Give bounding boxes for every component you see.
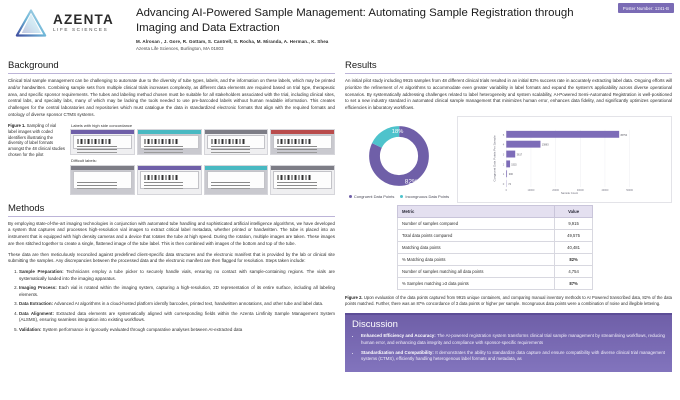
discussion-section [345, 313, 672, 371]
step-lead: Data Extraction: [19, 301, 54, 307]
legend-item-congruent [349, 194, 394, 199]
y-tick-2: 2 [502, 163, 505, 167]
results-heading: Results [345, 60, 672, 74]
discussion-item-text: The AI-powered registration system transforms clinical trial sample management by streamlining workflows, reducing human error, and enhancing data integrity and compliance with sponsor-specific requirements [361, 333, 666, 346]
table-row [398, 265, 593, 277]
barcode-icon [144, 175, 178, 180]
title-block [136, 6, 590, 51]
figure-1-row2-label: Difficult labels: [71, 158, 97, 164]
figure-2-caption-text: Upon evaluation of the data points captured from 9915 unique containers, and comparing manual inventory methods to AI Powered transcribed data, 82% of the data points matched. Further, there was an 87% concordance of 3 data points or higher per sample. Incongruous data points were a combination of noise and illegible lettering. [345, 294, 673, 307]
x-tick-4: 40000 [601, 188, 609, 192]
cell-metric: Total data points compared [398, 229, 555, 241]
table-row [398, 241, 593, 253]
figure-1 [8, 123, 335, 198]
bar-2 [506, 160, 510, 167]
bar-chart [457, 116, 672, 203]
y-tick-5: 5 [502, 133, 505, 137]
poster-number-badge: Poster Number: 1241-B [618, 3, 674, 13]
cell-metric: Number of samples compared [398, 217, 555, 229]
cell-value: 87% [555, 277, 593, 289]
bar-label-5: 45754 [620, 133, 628, 137]
logo-tagline: LIFE SCIENCES [53, 26, 109, 32]
figure-1-images [70, 123, 335, 198]
tube-cap-icon [71, 166, 134, 170]
page-title: Advancing AI-Powered Sample Management: Automating Sample Registration through Imaging and Data Extraction [136, 7, 574, 34]
bar-chart-bars [506, 131, 619, 187]
label-text-lines [211, 182, 251, 183]
bar-chart-svg [461, 120, 668, 194]
x-tick-3: 30000 [576, 188, 584, 192]
bar-4 [506, 141, 540, 148]
donut-chart-svg [363, 120, 435, 192]
bar-label-1: 300 [508, 173, 513, 177]
x-tick-2: 20000 [552, 188, 560, 192]
table-row [398, 277, 593, 289]
metrics-table [397, 205, 593, 290]
table-header-row [398, 205, 593, 217]
discussion-list [352, 333, 665, 362]
tube-cap-icon [138, 130, 201, 134]
step-lead: Imaging Process: [19, 285, 57, 291]
label-text-lines [77, 146, 117, 147]
col-header-metric: Metric [398, 205, 555, 217]
author-list: M. Alrosan , J. Gore, R. Gottam, S. Cantrell, S. Rocha, M. Miranda, A. Herman., K. Shea [136, 39, 329, 45]
background-heading: Background [8, 60, 335, 74]
label-text-lines [211, 146, 251, 147]
azenta-logo [14, 8, 114, 38]
cell-value: 40,481 [555, 241, 593, 253]
legend-label: Incongruous Data Points [405, 193, 450, 199]
label-text-lines [77, 182, 117, 183]
results-paragraph: An initial pilot study including 9915 samples from 48 different clinical trials resulted in an initial 82% success rate in accurately extracting label data. Ongoing efforts will prioritize the refinement of AI algorithms to accommodate even greater variability in label formats and expand the system's applicability across diverse operational scenarios. By systematically addressing challenges related to label heterogeneity and system scalability, AI-Powered Semi-Automated Registration is well-positioned to set a new industry standard in automated clinical sample management that minimizes human error, enhances data fidelity, and significantly optimizes operational efficiencies in laboratory workflows. [345, 78, 672, 111]
label-text-lines [277, 182, 317, 183]
step-text: System performance is rigorously evaluated through comparative analyses between AI-extracted data [41, 326, 243, 332]
y-tick-4: 4 [502, 143, 505, 147]
methods-steps-list [8, 269, 335, 333]
step-lead: Validation: [19, 326, 42, 332]
figure-2-caption-label: Figure 2. [345, 294, 363, 300]
cell-value: 82% [555, 253, 593, 265]
donut-label-incongruous: 18% [391, 128, 404, 135]
y-tick-1: 1 [502, 173, 505, 177]
cell-metric: Matching data points [398, 241, 555, 253]
discussion-item-lead: Enhanced Efficiency and Accuracy: [361, 333, 436, 339]
tube-image [270, 129, 335, 155]
step-text: Extracted data elements are systematically aligned with corresponding fields within the Azenta Limfinity Sample Management System (ALSMS), ensuring seamless integration into existing workflows. [19, 310, 336, 323]
bar-label-0: 74 [508, 182, 511, 186]
figure-1-row1-label: Labels with high side concordance [71, 122, 133, 128]
barcode-icon [277, 175, 311, 180]
affiliation: Azenta Life Sciences, Burlington, MA 01803 [136, 46, 224, 52]
tube-cap-icon [271, 130, 334, 134]
barcode-icon [211, 139, 245, 144]
cell-value: 49,575 [555, 229, 593, 241]
list-item [19, 301, 335, 308]
barcode-icon [277, 139, 311, 144]
tube-label-area [207, 135, 266, 149]
discussion-item-text: It demonstrates the ability to standardize data capture and ensure compatibility with diverse clinical trial management systems (CTMS), efficiently handling heterogenous label formats and metadata, as [361, 349, 666, 362]
tube-label-area [140, 135, 199, 149]
bar-1 [506, 170, 507, 177]
label-text-lines [144, 182, 184, 183]
x-tick-5: 50000 [626, 188, 634, 192]
left-column [8, 56, 335, 372]
tube-image [70, 129, 135, 155]
tube-label-area [207, 171, 266, 189]
methods-paragraph-1: By employing state-of-the-art imaging technologies in conjunction with automated tube handling and sophisticated artificial intelligence algorithms, we have developed a system that captures and processes high-resolution vial images to extract critical label metadata, whether printed or handwritten. The tube is placed into an instrument that is equipped with high density cameras and a device that rotates the tube at high speed. During the rotation, multiple images are taken. These images are then stitched together to create a single, flattened image of the tube label. This is then combined with images of the bottom and top of the tube. [8, 220, 335, 246]
tube-cap-icon [205, 166, 268, 170]
results-figures [345, 116, 672, 203]
legend-swatch-icon [349, 195, 352, 198]
bar-chart-xlabel: Sample Count [560, 191, 579, 194]
x-tick-0: 0 [505, 188, 507, 192]
tube-image [270, 165, 335, 195]
poster-columns [0, 56, 680, 372]
azenta-wordmark [53, 13, 114, 32]
donut-label-congruent: 82% [404, 178, 418, 186]
tube-image-row-2 [70, 165, 335, 195]
donut-legend [345, 194, 453, 199]
y-tick-0: 0 [502, 182, 505, 186]
tube-cap-icon [205, 130, 268, 134]
tube-label-area [73, 135, 132, 149]
cell-metric: % Matching data points [398, 253, 555, 265]
barcode-icon [77, 139, 111, 144]
methods-paragraph-2: These data are then meticulously reconciled against predefined client-specific data structures and the electronic manifest that is provided by the lab or clinical site submitting the samples. Any discrepancies between the processed data and the electronic manifest are then flagged for resolution. Steps taken include: [8, 251, 335, 264]
label-text-lines [144, 146, 184, 147]
tube-label-area [273, 135, 332, 149]
tube-cap-icon [138, 166, 201, 170]
label-text-lines [277, 146, 317, 147]
y-tick-3: 3 [502, 153, 505, 157]
bar-label-4: 13863 [541, 143, 549, 147]
metrics-table-container [345, 205, 672, 290]
right-column [345, 56, 672, 372]
poster-header [0, 0, 680, 56]
step-text: Advanced AI algorithms in a cloud-hosted platform identify barcodes, printed text, handwritten annotations, and other tube and label data. [53, 301, 324, 307]
figure-1-caption [8, 123, 66, 198]
bar-5 [506, 131, 619, 138]
tube-cap-icon [71, 130, 134, 134]
figure-1-caption-text: Sampling of vial label images with coded identifiers illustrating the diversity of label formats amongst the 48 clinical studies chosen for the pilot [8, 122, 66, 158]
list-item [19, 285, 335, 299]
table-row [398, 217, 593, 229]
legend-item-incongruous [400, 194, 449, 199]
tube-label-area [140, 171, 199, 189]
background-paragraph: Clinical trial sample management can be challenging to automate due to the diversity of tube types, labels, and the information on these labels, which may be printed and/or handwritten. Combining sample sets from multiple clinical trials increases complexity, as different data elements are required based on trial type, therapeutic area, and specific sponsor requirements. The tubes and labeling method chosen must be suitable for all stakeholders associated with the trial, including clinical sites, central labs, and specialty labs, many of which may be lacking the tools needed to use pre-barcoded labels without human readable information. This creates challenges for the central laboratories and repositories which must catalogue the data in standardized electronic formats that align with the required formats and ontology of diverse sponsor CTMS systems. [8, 78, 335, 117]
step-text: Each vial is rotated within the imaging system, capturing a high-resolution, 2D representation of its entire surface, including all labeling elements. [19, 285, 335, 297]
table-row [398, 229, 593, 241]
cell-metric: % Samples matching ≥3 data points [398, 277, 555, 289]
discussion-item-lead: Standardization and Compatibility: [361, 349, 434, 355]
cell-value: 4,754 [555, 265, 593, 277]
bar-label-2: 1515 [511, 163, 517, 167]
col-header-value: Value [555, 205, 593, 217]
bar-chart-gridlines [506, 130, 629, 187]
figure-2-caption [345, 295, 672, 308]
bar-3 [506, 150, 515, 157]
figure-1-caption-label: Figure 1. [8, 122, 26, 128]
tube-label-area [73, 171, 132, 189]
tube-image [204, 165, 269, 195]
tube-label-area [273, 171, 332, 189]
table-row [398, 253, 593, 265]
step-lead: Data Alignment: [19, 310, 54, 316]
x-tick-1: 10000 [527, 188, 535, 192]
list-item [19, 327, 335, 334]
logo-name: AZENTA [53, 12, 114, 28]
tube-image [137, 165, 202, 195]
list-item [361, 350, 665, 363]
list-item [19, 269, 335, 283]
cell-value: 9,915 [555, 217, 593, 229]
discussion-heading: Discussion [352, 319, 398, 331]
methods-heading: Methods [8, 203, 335, 217]
tube-image [70, 165, 135, 195]
azenta-triangle-logo-icon [14, 8, 48, 38]
step-text: Technicians employ a tube picker to securely handle vials, ensuring no contact with sample-containing regions. The vials are systematically loaded into the imaging apparatus. [19, 269, 335, 281]
donut-chart [345, 116, 453, 199]
legend-swatch-icon [400, 195, 403, 198]
tube-image [204, 129, 269, 155]
cell-metric: Number of samples matching all data points [398, 265, 555, 277]
step-lead: Sample Preparation: [19, 269, 64, 275]
tube-image [137, 129, 202, 155]
bar-label-3: 3617 [516, 153, 523, 157]
list-item [361, 333, 665, 346]
barcode-icon [144, 139, 178, 144]
bar-chart-ylabel: Congruent Data Points Per Sample [492, 135, 497, 182]
tube-cap-icon [271, 166, 334, 170]
tube-image-row-1 [70, 129, 335, 155]
list-item [19, 311, 335, 325]
legend-label: Congruent Data Points [353, 193, 395, 199]
